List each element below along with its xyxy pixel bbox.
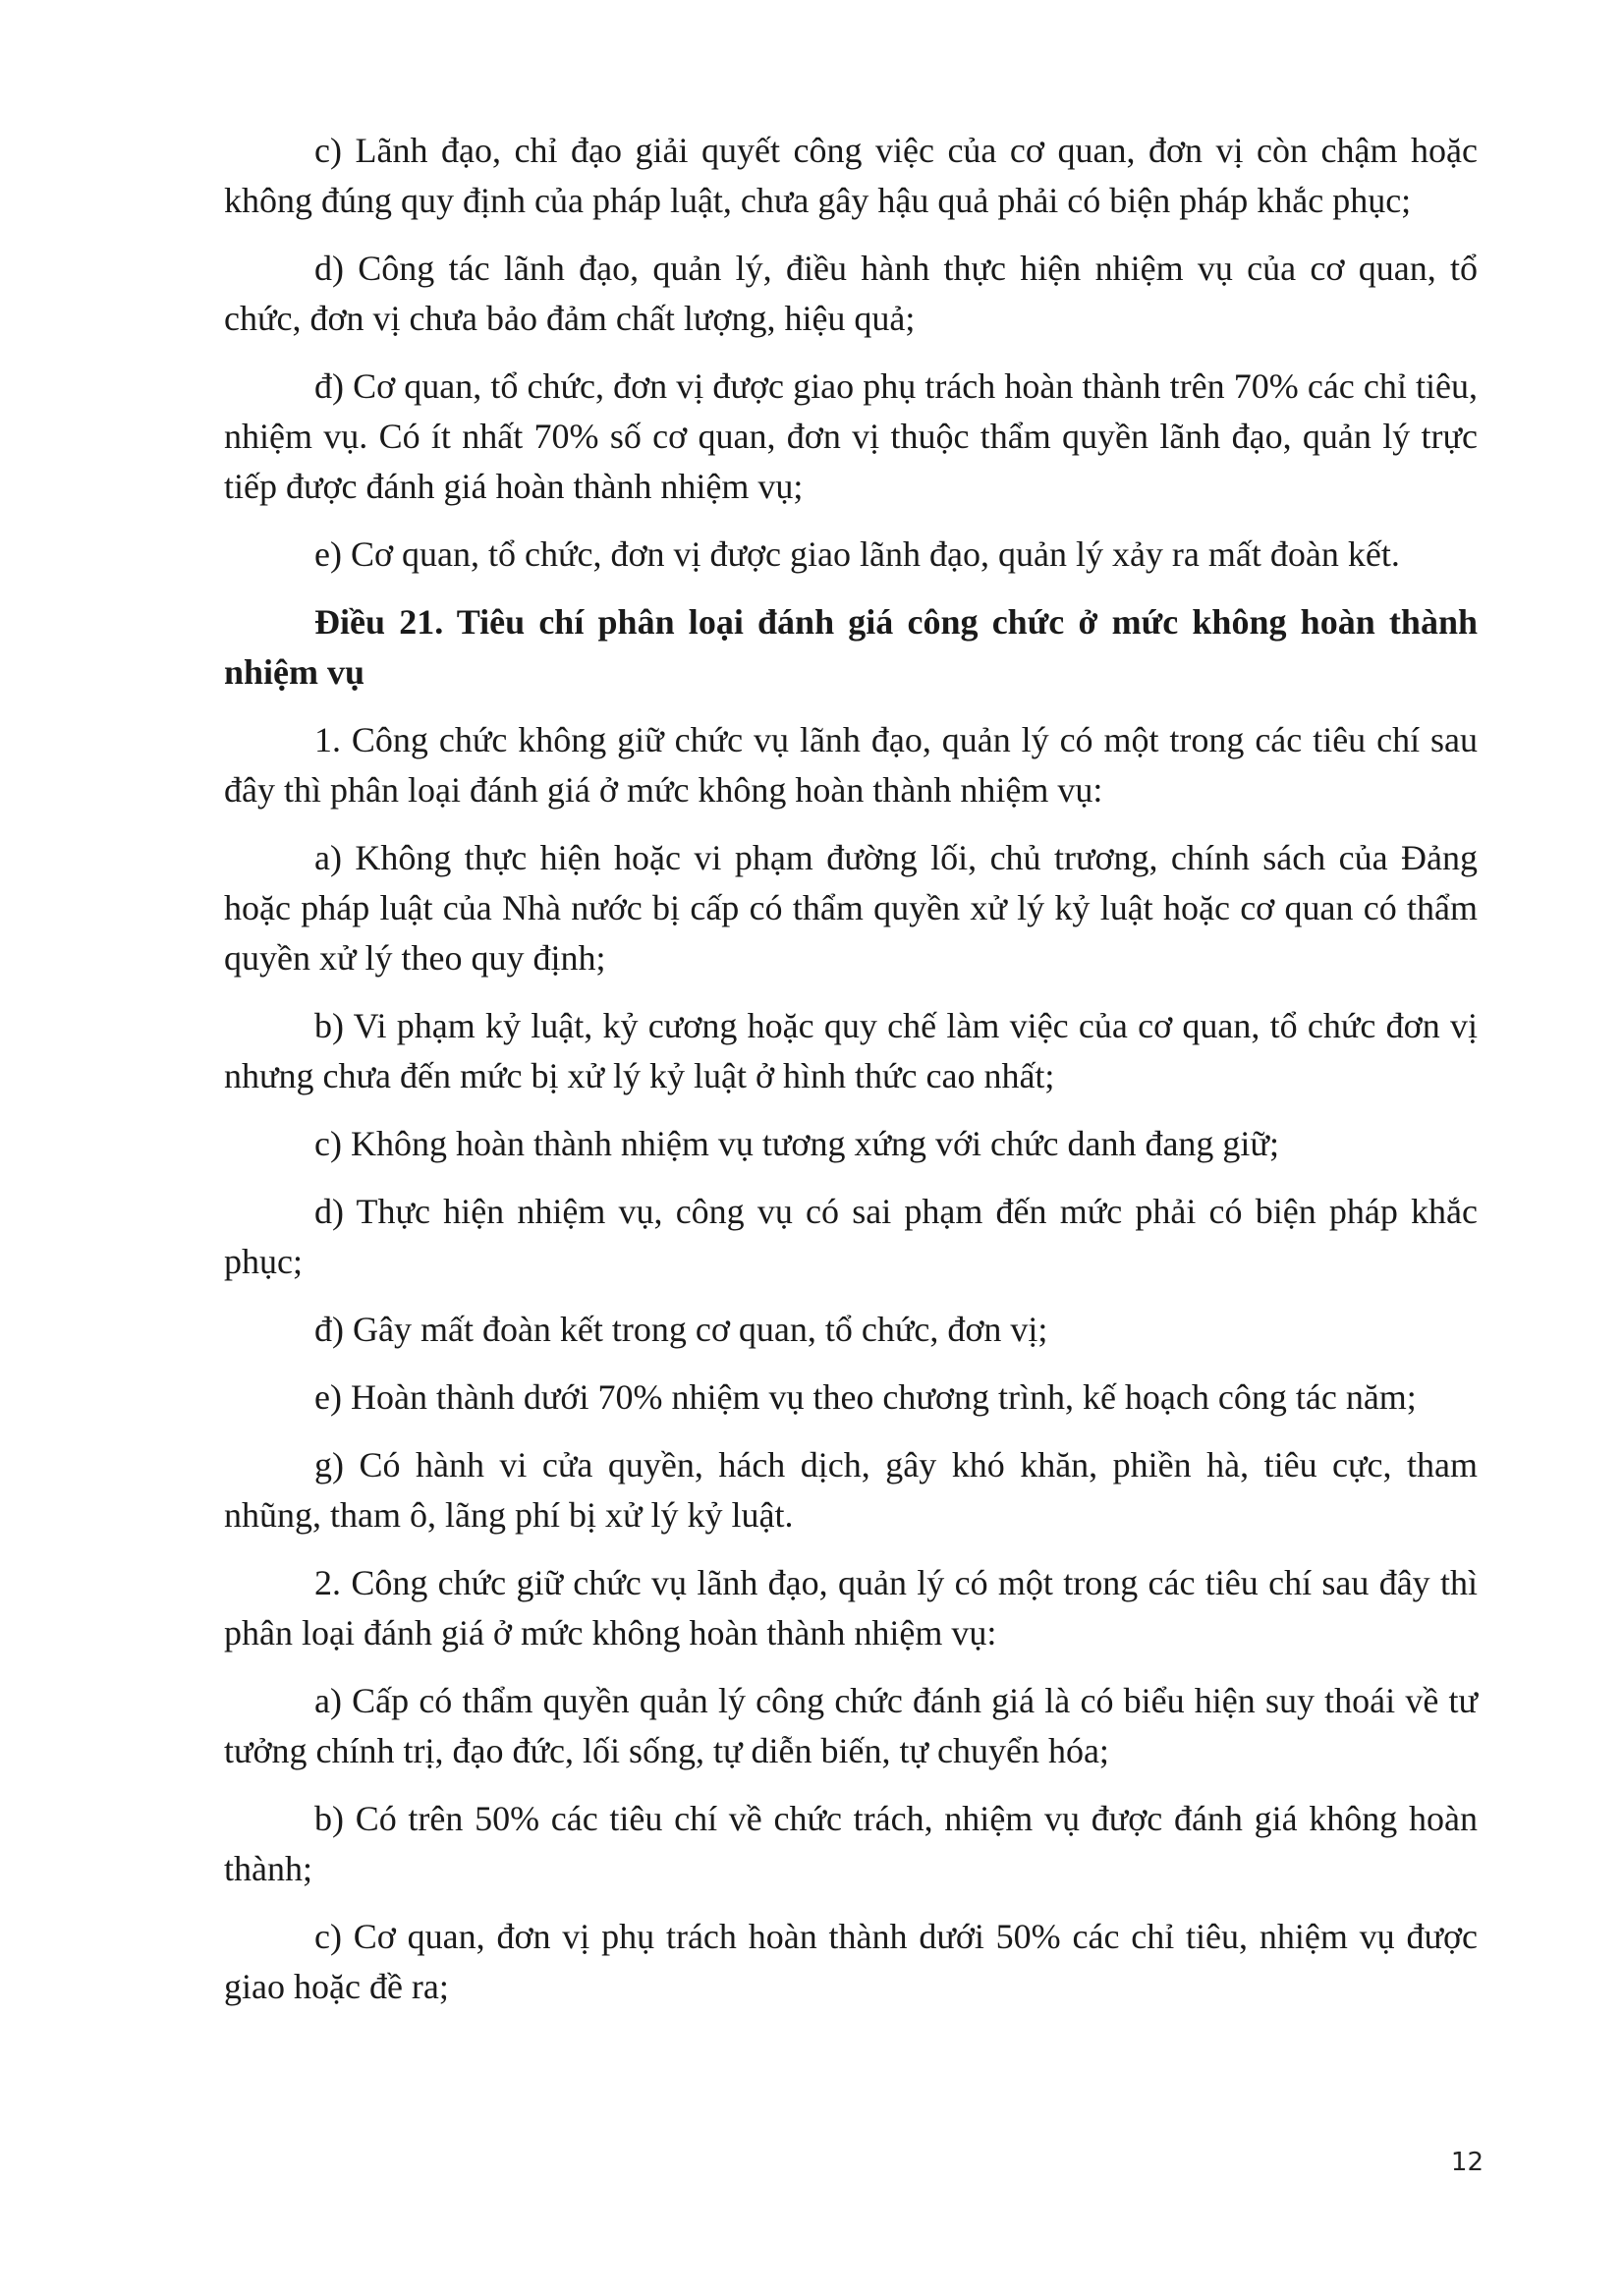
clause-1-b: b) Vi phạm kỷ luật, kỷ cương hoặc quy chế làm việc của cơ quan, tổ chức đơn vị nhưng chưa đến mức bị xử lý kỷ luật ở hình thức cao nhất; [224, 1006, 1478, 1095]
clause-2-a: a) Cấp có thẩm quyền quản lý công chức đánh giá là có biểu hiện suy thoái về tư tưởng chính trị, đạo đức, lối sống, tự diễn biến, tự chuyển hóa; [224, 1681, 1478, 1770]
clause-1-a: a) Không thực hiện hoặc vi phạm đường lối, chủ trương, chính sách của Đảng hoặc pháp luật của Nhà nước bị cấp có thẩm quyền xử lý kỷ luật hoặc cơ quan có thẩm quyền xử lý theo quy định; [224, 838, 1478, 978]
article-heading: Điều 21. Tiêu chí phân loại đánh giá công chức ở mức không hoàn thành nhiệm vụ [224, 602, 1478, 692]
clause-2: 2. Công chức giữ chức vụ lãnh đạo, quản lý có một trong các tiêu chí sau đây thì phân loại đánh giá ở mức không hoàn thành nhiệm vụ: [224, 1563, 1478, 1652]
clause-1-dd: đ) Gây mất đoàn kết trong cơ quan, tổ chức, đơn vị; [314, 1310, 1048, 1349]
page-number: 12 [1450, 2148, 1484, 2177]
clause-1-g: g) Có hành vi cửa quyền, hách dịch, gây khó khăn, phiền hà, tiêu cực, tham nhũng, tham ô, lãng phí bị xử lý kỷ luật. [224, 1445, 1478, 1535]
clause-2-c: c) Cơ quan, đơn vị phụ trách hoàn thành dưới 50% các chỉ tiêu, nhiệm vụ được giao hoặc đề ra; [224, 1917, 1478, 2006]
paragraph-d-leadership: d) Công tác lãnh đạo, quản lý, điều hành thực hiện nhiệm vụ của cơ quan, tổ chức, đơn vị chưa bảo đảm chất lượng, hiệu quả; [224, 249, 1478, 338]
paragraph-e-leadership: e) Cơ quan, tổ chức, đơn vị được giao lãnh đạo, quản lý xảy ra mất đoàn kết. [314, 534, 1400, 574]
paragraph-dd-leadership: đ) Cơ quan, tổ chức, đơn vị được giao phụ trách hoàn thành trên 70% các chỉ tiêu, nhiệm vụ. Có ít nhất 70% số cơ quan, đơn vị thuộc thẩm quyền lãnh đạo, quản lý trực tiếp được đánh giá hoàn thành nhiệm vụ; [224, 366, 1478, 506]
paragraph-c-leadership: c) Lãnh đạo, chỉ đạo giải quyết công việc của cơ quan, đơn vị còn chậm hoặc không đúng quy định của pháp luật, chưa gây hậu quả phải có biện pháp khắc phục; [224, 131, 1478, 220]
clause-1-d: d) Thực hiện nhiệm vụ, công vụ có sai phạm đến mức phải có biện pháp khắc phục; [224, 1192, 1478, 1281]
document-page [224, 126, 1478, 2030]
clause-1: 1. Công chức không giữ chức vụ lãnh đạo, quản lý có một trong các tiêu chí sau đây thì phân loại đánh giá ở mức không hoàn thành nhiệm vụ: [224, 720, 1478, 810]
clause-1-c: c) Không hoàn thành nhiệm vụ tương xứng với chức danh đang giữ; [314, 1124, 1279, 1163]
clause-1-e: e) Hoàn thành dưới 70% nhiệm vụ theo chương trình, kế hoạch công tác năm; [314, 1377, 1417, 1417]
clause-2-b: b) Có trên 50% các tiêu chí về chức trách, nhiệm vụ được đánh giá không hoàn thành; [224, 1799, 1478, 1888]
